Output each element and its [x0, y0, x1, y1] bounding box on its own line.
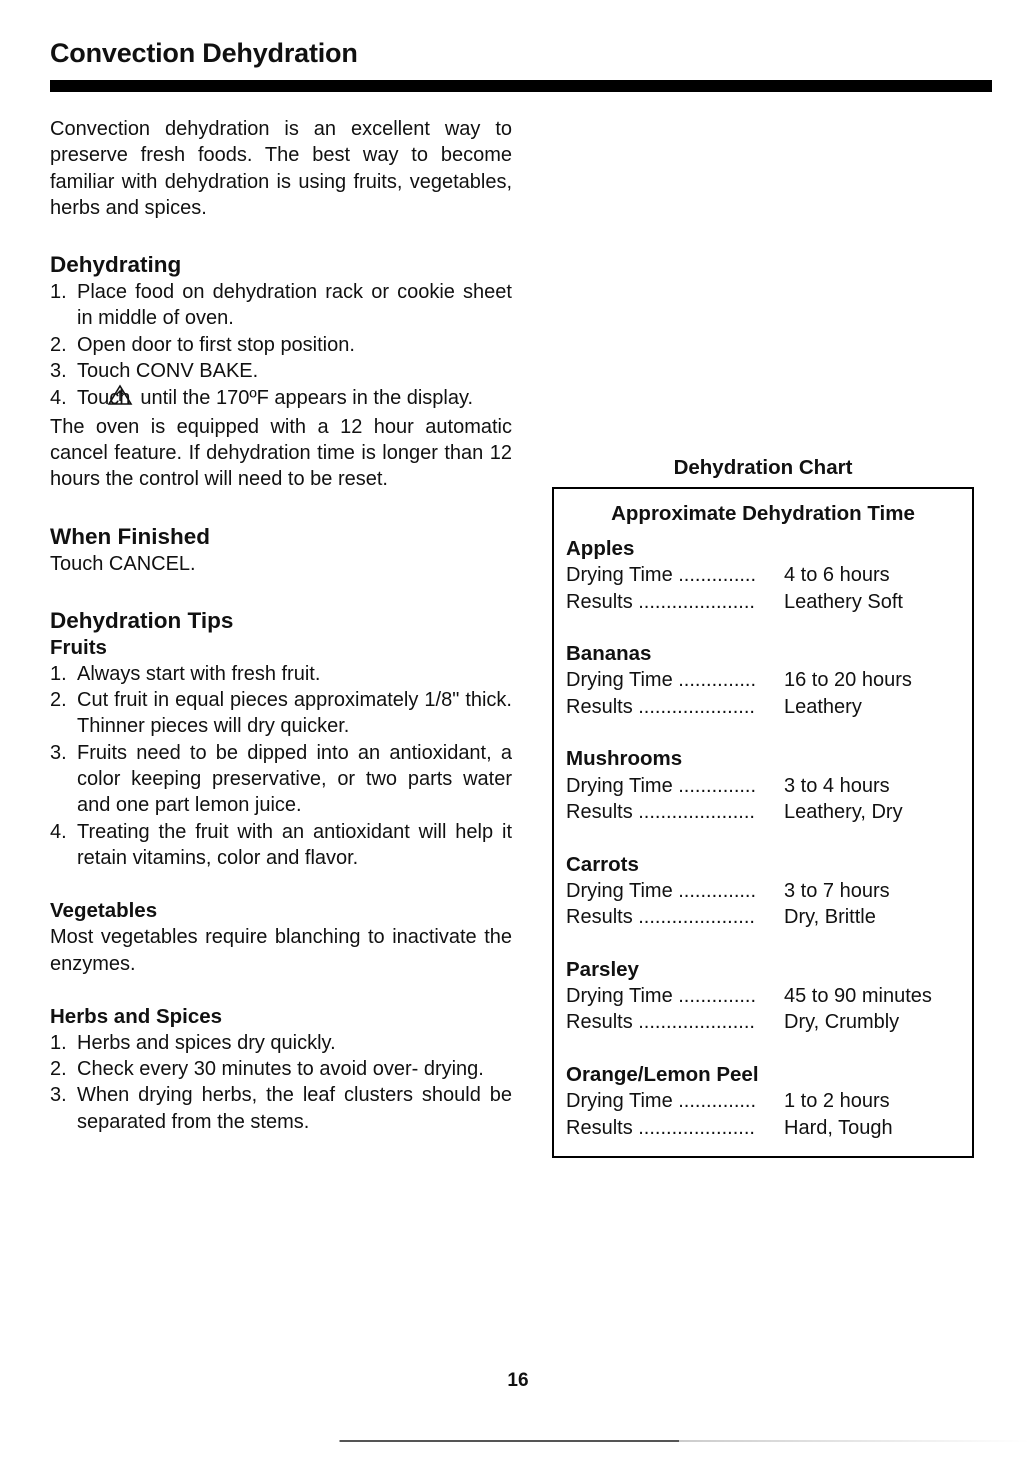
results-value: Dry, Crumbly: [784, 1011, 900, 1034]
drying-time-row: [566, 773, 972, 799]
drying-time-row: [566, 983, 972, 1009]
results-value: Hard, Tough: [784, 1116, 893, 1139]
dehydration-chart-box: [552, 487, 974, 1158]
drying-time-row: [566, 1088, 972, 1114]
vegetables-text: Most vegetables require blanching to inactivate the enzymes.: [50, 926, 512, 975]
results-row: [566, 904, 972, 930]
drying-time-value: 16 to 20 hours: [784, 669, 912, 692]
drying-time-row: [566, 878, 972, 904]
food-name: Parsley: [566, 957, 639, 981]
results-row: [566, 589, 972, 615]
results-value: Dry, Brittle: [784, 906, 876, 929]
drying-time-label: Drying Time ..............: [566, 985, 757, 1008]
food-name: Apples: [566, 537, 635, 560]
when-finished-text: Touch CANCEL.: [50, 552, 196, 575]
results-row: [566, 1115, 972, 1141]
chart-header: Approximate Dehydration Time: [611, 502, 915, 525]
drying-time-label: Drying Time ..............: [566, 669, 757, 692]
scan-edge-line: [0, 1440, 1029, 1442]
drying-time-value: 1 to 2 hours: [784, 1090, 890, 1113]
results-label: Results .....................: [566, 695, 755, 718]
results-label: Results .....................: [566, 800, 755, 823]
when-finished-heading: When Finished: [50, 523, 210, 549]
drying-time-value: 45 to 90 minutes: [784, 985, 932, 1008]
chart-item: [566, 746, 972, 825]
chart-item: [566, 536, 972, 615]
dehydration-tips-heading: Dehydration Tips: [50, 607, 234, 633]
herbs-spices-heading: Herbs and Spices: [50, 1004, 223, 1028]
drying-time-label: Drying Time ..............: [566, 1090, 757, 1113]
herbs-steps: [50, 1030, 512, 1135]
list-item: 4. Treating the fruit with an antioxidant will help it retain vitamins, color and flavor.: [50, 820, 512, 869]
auto-cancel-note: The oven is equipped with a 12 hour automatic cancel feature. If dehydration time is longer than 12 hours the control will need to be reset.: [50, 415, 512, 491]
vegetables-heading: Vegetables: [50, 899, 158, 923]
list-item: 1. Place food on dehydration rack or cookie sheet in middle of oven.: [50, 281, 512, 330]
drying-time-label: Drying Time ..............: [566, 879, 757, 902]
list-item: 2. Open door to first stop position.: [50, 333, 355, 356]
results-row: [566, 694, 972, 720]
list-item: 4. Touch until the 170ºF appears in the display.: [50, 387, 474, 410]
chart-item: [566, 1062, 972, 1141]
results-value: Leathery, Dry: [784, 800, 903, 823]
fruits-heading: Fruits: [50, 635, 107, 659]
results-label: Results .....................: [566, 590, 755, 613]
dehydrating-heading: Dehydrating: [50, 252, 182, 278]
drying-time-label: Drying Time ..............: [566, 564, 757, 587]
list-item: 3. When drying herbs, the leaf clusters should be separated from the stems.: [50, 1084, 512, 1133]
intro-paragraph: Convection dehydration is an excellent way to preserve fresh foods. The best way to become familiar with dehydration is using fruits, vegetables, herbs and spices.: [50, 118, 512, 219]
chart-item: [566, 957, 972, 1036]
chart-item: [566, 852, 972, 931]
results-label: Results .....................: [566, 1116, 755, 1139]
chart-title: Dehydration Chart: [673, 456, 853, 479]
drying-time-label: Drying Time ..............: [566, 774, 757, 797]
food-name: Bananas: [566, 642, 652, 666]
results-label: Results .....................: [566, 1011, 755, 1034]
drying-time-row: [566, 562, 972, 588]
results-row: [566, 1009, 972, 1035]
drying-time-row: [566, 667, 972, 693]
chart-items: [566, 536, 972, 1141]
results-row: [566, 799, 972, 825]
fruits-steps: [50, 661, 512, 871]
list-item: 3. Fruits need to be dipped into an antioxidant, a color keeping preservative, or two parts water and one part lemon juice.: [50, 741, 512, 817]
list-item: 1. Always start with fresh fruit.: [50, 662, 321, 685]
page-number: 16: [507, 1370, 529, 1391]
list-item: 2. Check every 30 minutes to avoid over- drying.: [50, 1058, 484, 1081]
list-item: 1. Herbs and spices dry quickly.: [50, 1031, 336, 1054]
results-label: Results .....................: [566, 906, 755, 929]
drying-time-value: 4 to 6 hours: [784, 564, 890, 587]
results-value: Leathery: [784, 695, 862, 718]
food-name: Mushrooms: [566, 747, 683, 771]
dehydrating-steps: [50, 279, 512, 413]
left-column: [50, 116, 512, 1135]
food-name: Carrots: [566, 852, 639, 876]
chart-item: [566, 641, 972, 720]
drying-time-value: 3 to 4 hours: [784, 774, 890, 797]
page-title: Convection Dehydration: [50, 38, 358, 68]
drying-time-value: 3 to 7 hours: [784, 879, 890, 902]
title-rule: [50, 80, 992, 92]
list-item: 3. Touch CONV BAKE.: [50, 360, 259, 383]
list-item: 2. Cut fruit in equal pieces approximately 1/8" thick. Thinner pieces will dry quicker.: [50, 689, 512, 738]
food-name: Orange/Lemon Peel: [566, 1062, 759, 1086]
results-value: Leathery Soft: [784, 590, 903, 613]
